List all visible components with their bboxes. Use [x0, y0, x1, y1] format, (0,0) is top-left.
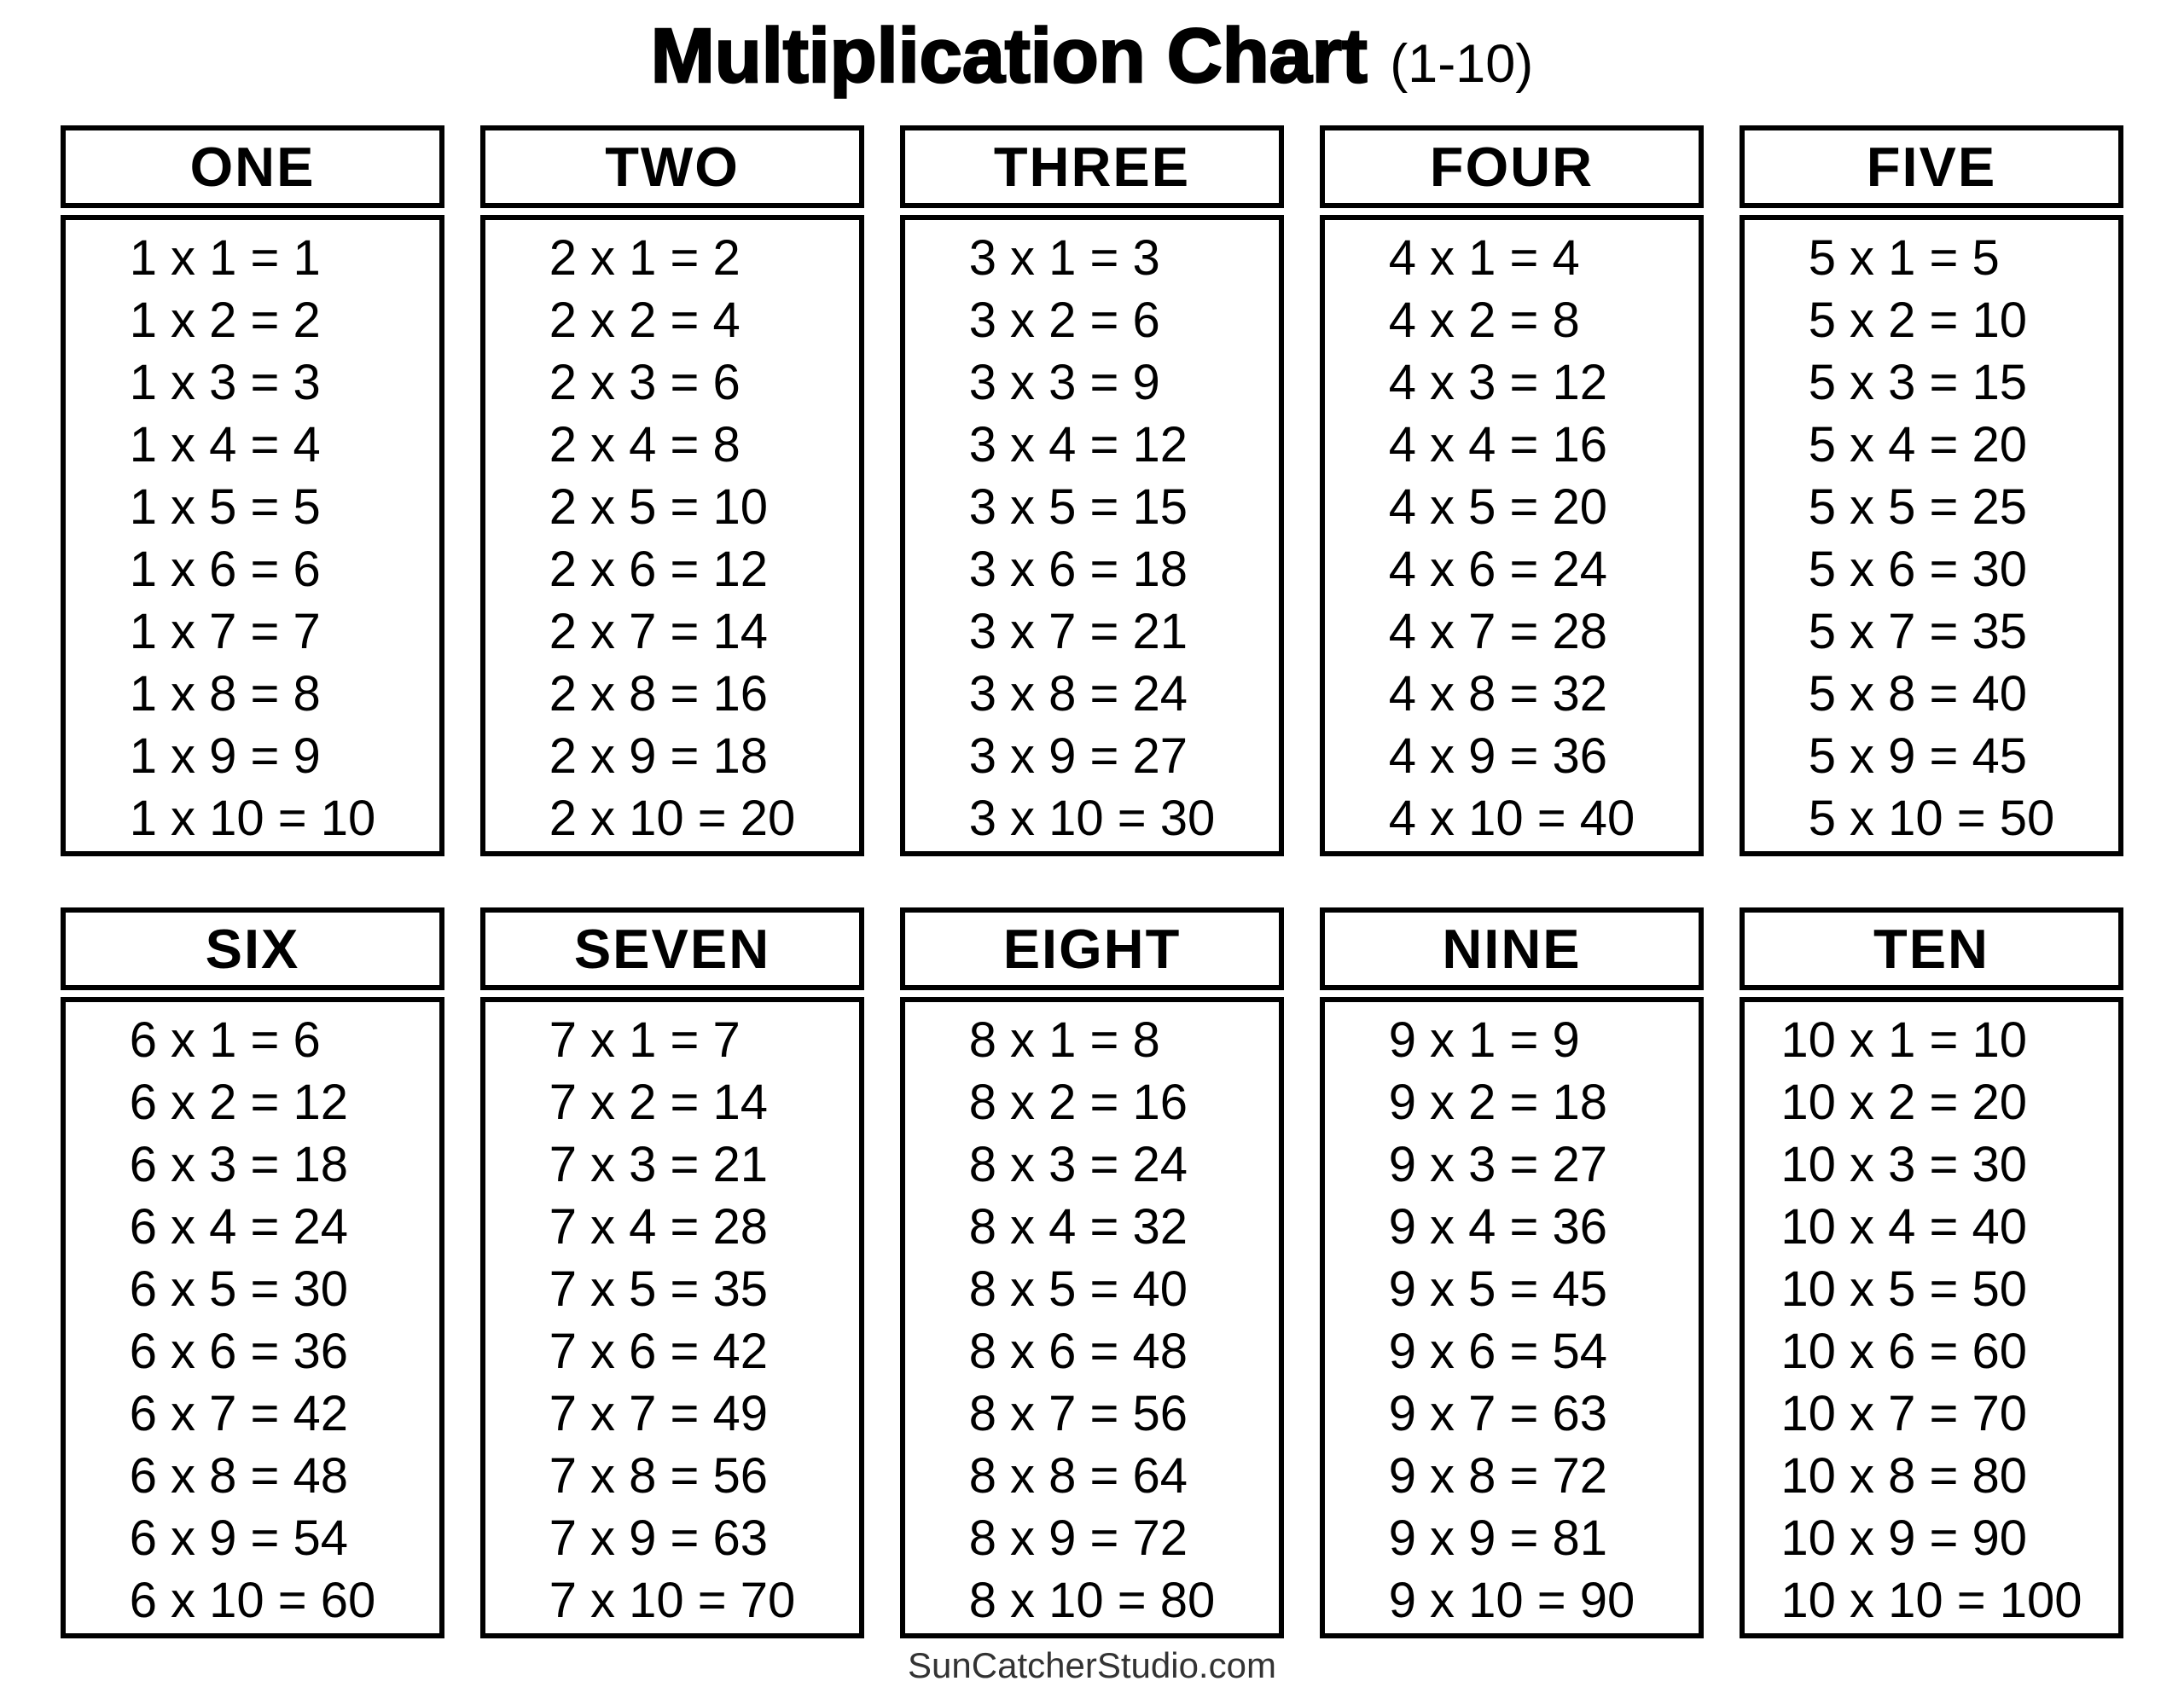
fact-line: 10 x 8 = 80 — [1780, 1448, 2028, 1504]
fact-line: 2 x 2 = 4 — [549, 293, 741, 348]
table-header — [1740, 125, 2123, 208]
fact-line: 7 x 10 = 70 — [549, 1573, 796, 1628]
fact-list — [549, 1009, 796, 1632]
fact-line: 3 x 1 = 3 — [968, 230, 1160, 286]
table-title: SEVEN — [573, 918, 771, 980]
table-header — [61, 907, 444, 990]
table-title: TWO — [605, 136, 740, 198]
fact-line: 7 x 9 = 63 — [549, 1510, 769, 1566]
fact-line: 8 x 4 = 32 — [968, 1199, 1188, 1255]
fact-line: 9 x 7 = 63 — [1388, 1386, 1608, 1441]
title-row — [0, 0, 2184, 104]
fact-line: 10 x 6 = 60 — [1780, 1324, 2028, 1379]
fact-line: 1 x 6 = 6 — [129, 542, 321, 597]
fact-line: 4 x 8 = 32 — [1388, 666, 1608, 722]
fact-line: 4 x 2 = 8 — [1388, 293, 1580, 348]
fact-line: 4 x 9 = 36 — [1388, 728, 1608, 784]
fact-line: 4 x 4 = 16 — [1388, 417, 1608, 472]
table-title: TEN — [1873, 918, 1989, 980]
table-body — [61, 997, 444, 1638]
fact-line: 7 x 5 = 35 — [549, 1261, 769, 1317]
fact-line: 10 x 4 = 40 — [1780, 1199, 2028, 1255]
fact-line: 6 x 9 = 54 — [129, 1510, 349, 1566]
fact-line: 10 x 3 = 30 — [1780, 1137, 2028, 1192]
fact-line: 1 x 8 = 8 — [129, 666, 321, 722]
table-body — [480, 215, 864, 856]
fact-line: 5 x 10 = 50 — [1808, 791, 2055, 846]
fact-line: 8 x 2 = 16 — [968, 1075, 1188, 1130]
fact-line: 7 x 6 = 42 — [549, 1324, 769, 1379]
fact-list — [549, 227, 796, 849]
fact-line: 1 x 9 = 9 — [129, 728, 321, 784]
fact-line: 4 x 6 = 24 — [1388, 542, 1608, 597]
table-body — [1320, 997, 1704, 1638]
fact-line: 9 x 3 = 27 — [1388, 1137, 1608, 1192]
table-title: EIGHT — [1002, 918, 1182, 980]
table-body — [480, 997, 864, 1638]
fact-list — [1389, 1009, 1635, 1632]
fact-line: 3 x 4 = 12 — [968, 417, 1188, 472]
fact-line: 6 x 1 = 6 — [129, 1012, 321, 1068]
table-card-six — [61, 907, 444, 1638]
fact-line: 7 x 8 = 56 — [549, 1448, 769, 1504]
fact-line: 6 x 8 = 48 — [129, 1448, 349, 1504]
fact-line: 4 x 5 = 20 — [1388, 479, 1608, 535]
table-title: ONE — [189, 136, 316, 198]
fact-line: 8 x 6 = 48 — [968, 1324, 1188, 1379]
fact-list — [130, 227, 376, 849]
fact-line: 2 x 3 = 6 — [549, 355, 741, 410]
table-header — [480, 907, 864, 990]
fact-line: 3 x 10 = 30 — [968, 791, 1216, 846]
fact-line: 1 x 4 = 4 — [129, 417, 321, 472]
fact-list — [1389, 227, 1635, 849]
table-card-three — [900, 125, 1284, 856]
fact-line: 2 x 7 = 14 — [549, 604, 769, 659]
fact-line: 3 x 9 = 27 — [968, 728, 1188, 784]
fact-line: 4 x 7 = 28 — [1388, 604, 1608, 659]
fact-line: 6 x 6 = 36 — [129, 1324, 349, 1379]
fact-line: 2 x 4 = 8 — [549, 417, 741, 472]
fact-line: 5 x 6 = 30 — [1808, 542, 2028, 597]
fact-line: 7 x 7 = 49 — [549, 1386, 769, 1441]
fact-line: 9 x 10 = 90 — [1388, 1573, 1635, 1628]
fact-line: 3 x 6 = 18 — [968, 542, 1188, 597]
fact-line: 8 x 9 = 72 — [968, 1510, 1188, 1566]
fact-line: 9 x 2 = 18 — [1388, 1075, 1608, 1130]
fact-line: 10 x 1 = 10 — [1780, 1012, 2028, 1068]
table-card-four — [1320, 125, 1704, 856]
page-title-range: (1-10) — [1390, 34, 1534, 94]
table-body — [900, 997, 1284, 1638]
table-header — [1320, 125, 1704, 208]
fact-line: 9 x 4 = 36 — [1388, 1199, 1608, 1255]
fact-line: 8 x 7 = 56 — [968, 1386, 1188, 1441]
fact-line: 10 x 10 = 100 — [1780, 1573, 2082, 1628]
fact-line: 6 x 7 = 42 — [129, 1386, 349, 1441]
table-header — [61, 125, 444, 208]
fact-line: 5 x 4 = 20 — [1808, 417, 2028, 472]
table-body — [900, 215, 1284, 856]
table-body — [1740, 215, 2123, 856]
fact-line: 1 x 10 = 10 — [129, 791, 376, 846]
fact-line: 7 x 3 = 21 — [549, 1137, 769, 1192]
fact-line: 3 x 8 = 24 — [968, 666, 1188, 722]
fact-line: 10 x 5 = 50 — [1780, 1261, 2028, 1317]
table-card-nine — [1320, 907, 1704, 1638]
table-card-ten — [1740, 907, 2123, 1638]
table-header — [480, 125, 864, 208]
fact-line: 8 x 10 = 80 — [968, 1573, 1216, 1628]
fact-line: 1 x 1 = 1 — [129, 230, 321, 286]
table-header — [1740, 907, 2123, 990]
fact-list — [969, 227, 1216, 849]
footer-credit: SunCatcherStudio.com — [908, 1645, 1276, 1685]
table-card-two — [480, 125, 864, 856]
table-card-seven — [480, 907, 864, 1638]
fact-line: 9 x 1 = 9 — [1388, 1012, 1580, 1068]
fact-line: 6 x 4 = 24 — [129, 1199, 349, 1255]
fact-line: 4 x 10 = 40 — [1388, 791, 1635, 846]
fact-line: 8 x 5 = 40 — [968, 1261, 1188, 1317]
fact-line: 8 x 1 = 8 — [968, 1012, 1160, 1068]
fact-line: 5 x 5 = 25 — [1808, 479, 2028, 535]
fact-line: 3 x 3 = 9 — [968, 355, 1160, 410]
fact-line: 10 x 9 = 90 — [1780, 1510, 2028, 1566]
table-body — [61, 215, 444, 856]
table-title: THREE — [993, 136, 1191, 198]
fact-line: 6 x 3 = 18 — [129, 1137, 349, 1192]
fact-line: 5 x 3 = 15 — [1808, 355, 2028, 410]
fact-line: 3 x 7 = 21 — [968, 604, 1188, 659]
fact-line: 3 x 5 = 15 — [968, 479, 1188, 535]
table-card-one — [61, 125, 444, 856]
fact-line: 9 x 5 = 45 — [1388, 1261, 1608, 1317]
fact-line: 1 x 3 = 3 — [129, 355, 321, 410]
fact-line: 1 x 7 = 7 — [129, 604, 321, 659]
page-title: Multiplication Chart — [650, 14, 1368, 99]
fact-line: 2 x 9 = 18 — [549, 728, 769, 784]
fact-line: 10 x 2 = 20 — [1780, 1075, 2028, 1130]
fact-line: 4 x 3 = 12 — [1388, 355, 1608, 410]
fact-line: 1 x 2 = 2 — [129, 293, 321, 348]
table-card-eight — [900, 907, 1284, 1638]
table-title: SIX — [205, 918, 300, 980]
fact-line: 5 x 7 = 35 — [1808, 604, 2028, 659]
fact-line: 7 x 4 = 28 — [549, 1199, 769, 1255]
fact-list — [1809, 227, 2055, 849]
fact-line: 7 x 1 = 7 — [549, 1012, 741, 1068]
footer-row — [0, 1645, 2184, 1686]
fact-line: 2 x 8 = 16 — [549, 666, 769, 722]
fact-line: 2 x 6 = 12 — [549, 542, 769, 597]
fact-line: 1 x 5 = 5 — [129, 479, 321, 535]
table-header — [900, 125, 1284, 208]
fact-line: 8 x 3 = 24 — [968, 1137, 1188, 1192]
fact-line: 7 x 2 = 14 — [549, 1075, 769, 1130]
fact-line: 9 x 9 = 81 — [1388, 1510, 1608, 1566]
fact-list — [130, 1009, 376, 1632]
table-title: FOUR — [1429, 136, 1594, 198]
fact-line: 6 x 5 = 30 — [129, 1261, 349, 1317]
fact-line: 6 x 10 = 60 — [129, 1573, 376, 1628]
fact-line: 2 x 1 = 2 — [549, 230, 741, 286]
fact-line: 10 x 7 = 70 — [1780, 1386, 2028, 1441]
table-header — [900, 907, 1284, 990]
fact-line: 9 x 6 = 54 — [1388, 1324, 1608, 1379]
fact-list — [1780, 1009, 2082, 1632]
tables-grid — [61, 125, 2123, 1638]
fact-line: 5 x 9 = 45 — [1808, 728, 2028, 784]
fact-line: 3 x 2 = 6 — [968, 293, 1160, 348]
fact-line: 6 x 2 = 12 — [129, 1075, 349, 1130]
fact-line: 2 x 5 = 10 — [549, 479, 769, 535]
table-title: NINE — [1442, 918, 1582, 980]
fact-line: 8 x 8 = 64 — [968, 1448, 1188, 1504]
table-title: FIVE — [1866, 136, 1997, 198]
fact-line: 9 x 8 = 72 — [1388, 1448, 1608, 1504]
fact-line: 5 x 8 = 40 — [1808, 666, 2028, 722]
fact-line: 4 x 1 = 4 — [1388, 230, 1580, 286]
fact-line: 2 x 10 = 20 — [549, 791, 796, 846]
table-body — [1320, 215, 1704, 856]
table-header — [1320, 907, 1704, 990]
fact-line: 5 x 1 = 5 — [1808, 230, 2000, 286]
fact-line: 5 x 2 = 10 — [1808, 293, 2028, 348]
table-body — [1740, 997, 2123, 1638]
fact-list — [969, 1009, 1216, 1632]
table-card-five — [1740, 125, 2123, 856]
